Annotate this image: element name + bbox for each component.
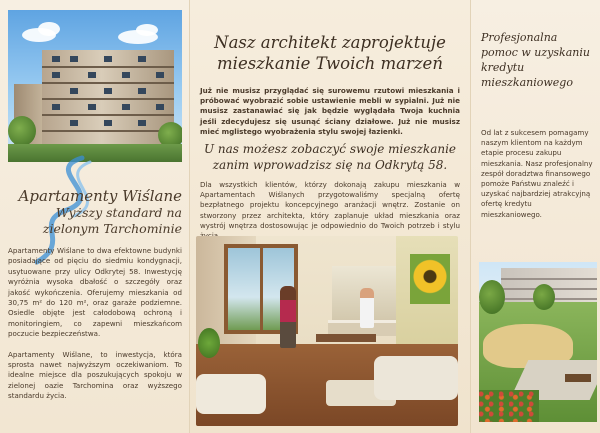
middle-subtitle: U nas możesz zobaczyć swoje mieszkanie zanim wprowadzisz się na Odkrytą 58. [203, 142, 457, 172]
left-title: Apartamenty Wiślane [18, 187, 182, 205]
right-body: Od lat z sukcesem pomagamy naszym klientom na każdym etapie procesu zakupu mieszkania. Nasz profesjonalny zespół doradztwa finansowego pomoże Państwu znaleźć i uzyskać najbardziej atrakcyjną ofertę kredytu mieszkaniowego. [481, 128, 593, 219]
interior-photo [196, 236, 458, 426]
left-heading [8, 187, 182, 237]
park-photo [479, 262, 597, 422]
left-subtitle: Wyższy standard na zielonym Tarchominie [42, 205, 182, 236]
left-paragraph: Apartamenty Wiślane, to inwestycja, która sprosta nawet najwyższym oczekiwaniom. To idealne miejsce dla poszukujących spokoju w zielonej oazie Tarchomina oraz wyższego standardu życia. [8, 349, 182, 401]
left-paragraph: Apartamenty Wiślane to dwa efektowne budynki posiadające od pięciu do siedmiu kondygnacji, usytuowane przy ulicy Odkrytej 58. Inwestycję wyróżnia wysoka dbałość o szczegóły oraz jakość wykończenia. Oferujemy mieszkania od 30,75 m² do 120 m², oraz garaże podziemne. Osiedle objęte jest całodobową ochroną i monitoringiem, co zapewni mieszkańcom poczucie bezpieczeństwa. [8, 246, 182, 339]
left-panel [0, 0, 190, 433]
middle-title: Nasz architekt zaprojektuje mieszkanie Twoich marzeń [214, 33, 446, 73]
left-body [8, 246, 182, 412]
middle-body: Dla wszystkich klientów, którzy dokonają zakupu mieszkania w Apartamentach Wiślanych przygotowaliśmy specjalną ofertę bezpłatnego projektu koncepcyjnego aranżacji wnętrz. Zostanie on stworzony przez architekta, który zaplanuje układ mieszkania oraz wystrój wnętrza dostosowując je odpowiednio do Twoich potrzeb i stylu [200, 180, 460, 230]
building-photo [8, 10, 182, 162]
right-title: Profesjonalna pomoc w uzyskaniu kredytu mieszkaniowego [481, 31, 590, 89]
right-panel [470, 0, 600, 433]
middle-intro: Już nie musisz przyglądać się surowemu rzutowi mieszkania i próbować wyobrazić sobie ustawienie mebli w sypialni. Już nie musisz zastanawiać się jak będzie wyglądała Twoja kuchnia jeśli zdecydujesz się usunąć ściany działowe. Już nie musisz mieć mglistego wyobrażenia stylu swojej łazienki. [200, 86, 460, 136]
